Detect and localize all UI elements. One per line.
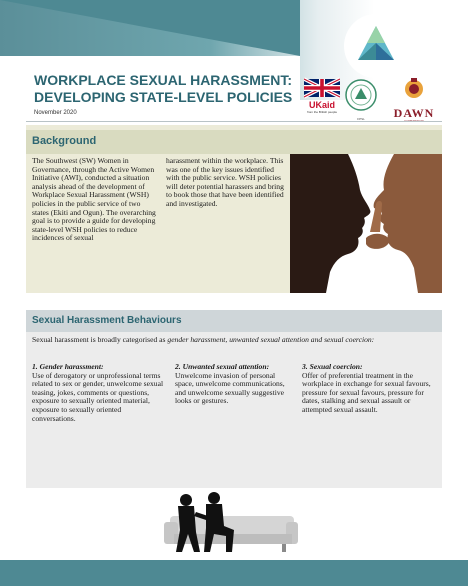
behaviour-title: 3. Sexual coercion: (302, 362, 363, 371)
intro-emphasis: gender harassment, unwanted sexual attention and sexual coercion: (167, 335, 375, 344)
two-faces-silhouette-icon (290, 154, 442, 293)
dawn-logo (384, 76, 444, 120)
behaviour-title: 1. Gender harassment: (32, 362, 104, 371)
behaviour-text: Offer of preferential treatment in the workplace in exchange for sexual favours, pressure for sexual favours, pressure for dates, stalking and sexual assault or attempted sexual assault. (302, 370, 431, 414)
behaviour-gender-harassment (32, 363, 166, 423)
partner-logos (300, 76, 450, 120)
background-text-col2: harassment within the workplace. This was one of the key issues identified with the public service. WSH policies will deter potential harassers and bring to book those that have been identified and investigated. (166, 156, 284, 208)
behaviour-text: Use of derogatory or unprofessional terms related to sex or gender, unwelcome sexual teasing, jokes, comments or questions, exposure to sexually oriented material, exposure to sexually oriented conversations. (32, 370, 164, 423)
behaviour-title: 2. Unwanted sexual attention: (175, 362, 270, 371)
couch-people-icon (160, 486, 300, 556)
ukaid-logo (304, 76, 340, 118)
intro-prefix: Sexual harassment is broadly categorised as (32, 335, 168, 344)
publication-date: November 2020 (34, 110, 77, 116)
background-text-col1: The Southwest (SW) Women in Governance, through the Active Women Initiative (AWI), conducted a situation analysis ahead of the development of Workplace Sexual Harassment (WSH) policies in the public service of two states (Ekiti and Ogun). The overarching goal is to provide a guide for developing state-level WSH policies to reduce incidences of sexual (32, 156, 156, 243)
dawn-emblem-icon (384, 76, 444, 102)
fpsl-emblem-icon (344, 78, 378, 112)
behaviours-heading: Sexual Harassment Behaviours (32, 315, 182, 326)
footer-band (0, 560, 468, 586)
triangle-logo-icon (344, 14, 408, 78)
fpsl-label: FPSL (357, 117, 365, 121)
behaviour-text: Unwelcome invasion of personal space, unwelcome communications, and unwelcome sexually suggestive looks or gestures. (175, 370, 285, 406)
header-accent (0, 0, 300, 56)
behaviours-intro (32, 336, 436, 345)
fpsl-logo (344, 78, 378, 121)
behaviour-unwanted-attention (175, 363, 295, 406)
page-title: WORKPLACE SEXUAL HARASSMENT: DEVELOPING STATE-LEVEL POLICIES (34, 72, 293, 105)
ukaid-sub: from the British people (306, 110, 337, 114)
ukaid-label: UKaid (308, 100, 335, 110)
header-divider (26, 121, 442, 122)
background-heading: Background (32, 135, 97, 147)
union-flag-icon (304, 76, 340, 100)
dawn-label: DAWN (393, 106, 435, 120)
behaviour-sexual-coercion (302, 363, 440, 415)
